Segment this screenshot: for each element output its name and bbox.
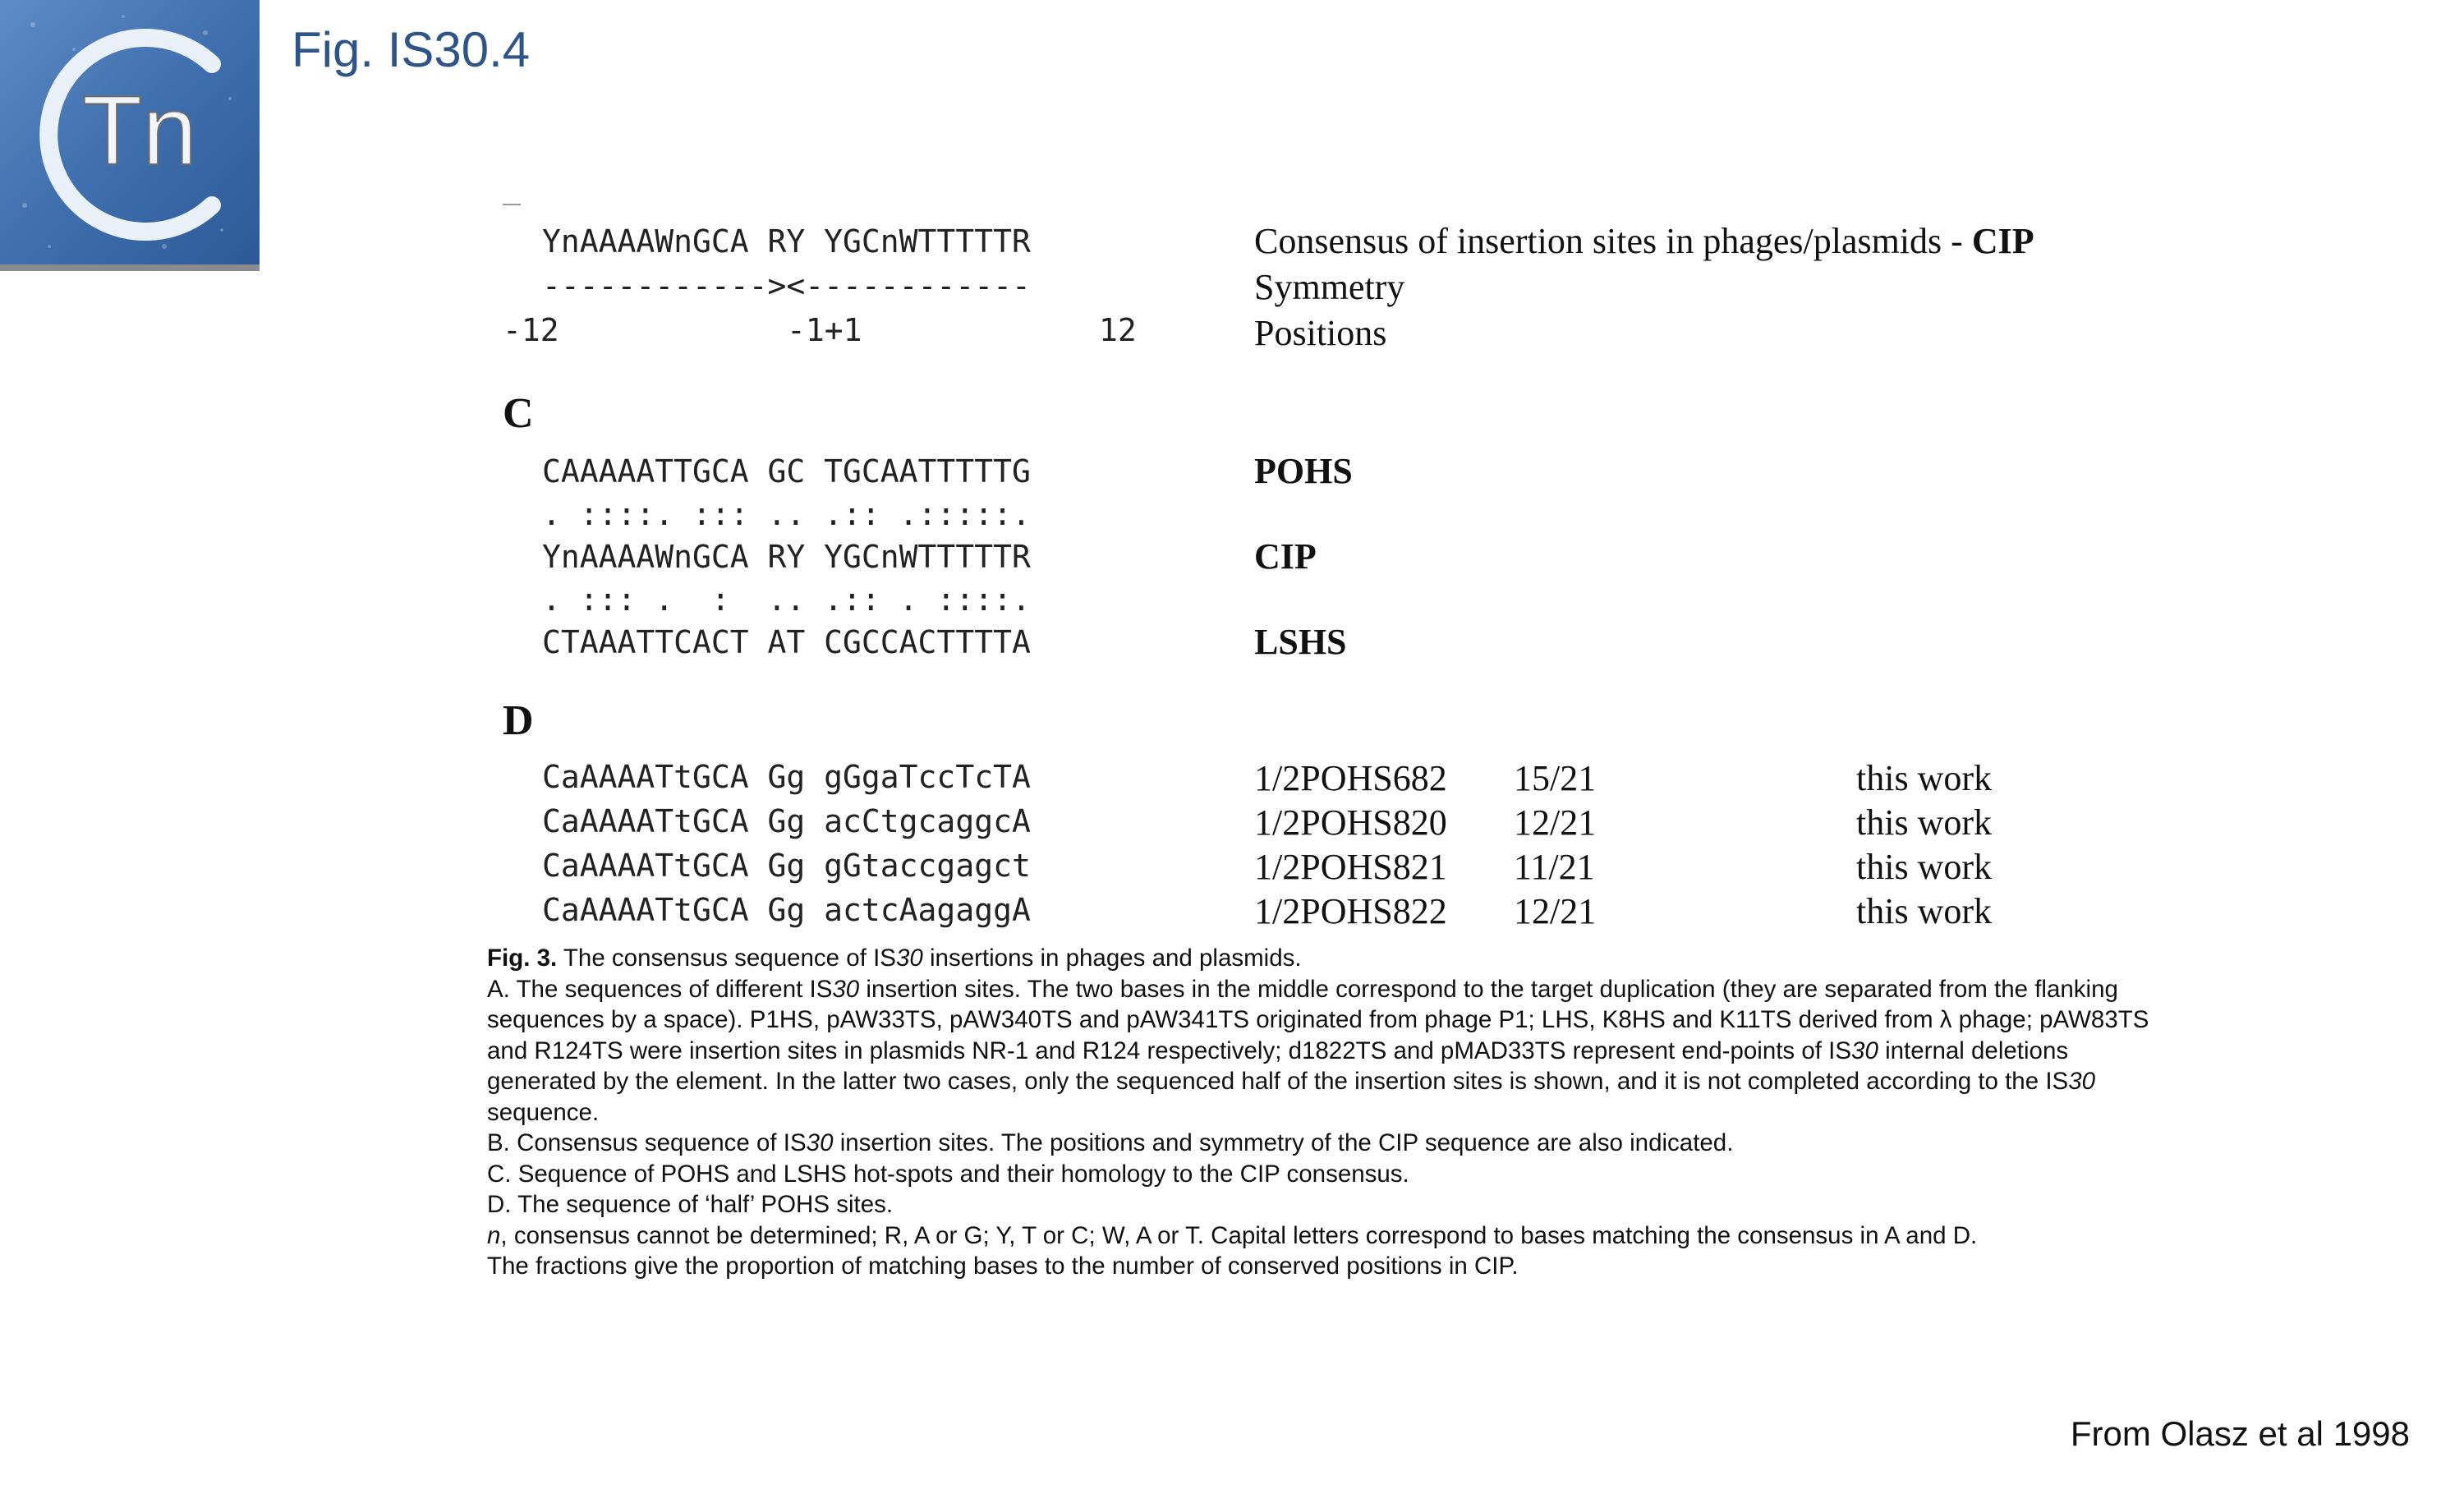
panel-letter-c: C (503, 390, 534, 437)
homology-row: . ::::. ::: .. .:: .:::::. (542, 496, 1031, 532)
half-site-ref: this work (1856, 847, 1992, 887)
half-site-fraction: 12/21 (1514, 891, 1597, 931)
position-left: -12 (503, 312, 559, 348)
half-site-seq: CaAAAATtGCA Gg actcAagaggA (542, 892, 1031, 928)
slide-title: Fig. IS30.4 (292, 22, 531, 77)
caption-part-a: A. The sequences of different IS30 insertion sites. The two bases in the middle correspond to the target duplication (they are separated from the flanking sequences by a space). P1HS, pAW33TS, pAW340TS and pAW341TS originated from phage P1; LHS, K8HS and K11TS derived from λ phage; pAW83TS and R124TS were insertion sites in plasmids NR-1 and R124 respectively; d1822TS and pMAD33TS represent end-points of IS30 internal deletions generated by the element. In the latter two cases, only the sequenced half of the insertion sites is shown, and it is not completed according to the IS30 sequence. (487, 975, 2149, 1126)
half-site-name: 1/2POHS682 (1254, 758, 1447, 798)
symmetry-line: ------------><------------ (542, 268, 1031, 304)
stray-mark (503, 204, 521, 205)
caption-fractions: The fractions give the proportion of matching bases to the number of conserved positions in CIP. (487, 1252, 1519, 1280)
logo-text: Tn (82, 76, 198, 186)
seq-row: CTAAATTCACT AT CGCCACTTTTA (542, 624, 1031, 660)
source-credit: From Olasz et al 1998 (2070, 1414, 2410, 1453)
panel-letter-d: D (503, 697, 534, 744)
label-lshs: LSHS (1254, 622, 1347, 662)
half-site-name: 1/2POHS821 (1254, 847, 1447, 887)
caption-part-b: B. Consensus sequence of IS30 insertion sites. The positions and symmetry of the CIP sequence are also indicated. (487, 1129, 1734, 1156)
position-right: 12 (1099, 312, 1137, 348)
label-symmetry: Symmetry (1254, 267, 1405, 307)
seq-row: CAAAAATTGCA GC TGCAATTTTTG (542, 453, 1031, 490)
position-mid: -1+1 (787, 312, 862, 348)
half-site-name: 1/2POHS820 (1254, 802, 1447, 843)
label-cip: CIP (1254, 536, 1317, 577)
caption-part-d: D. The sequence of ‘half’ POHS sites. (487, 1191, 894, 1218)
half-site-fraction: 11/21 (1514, 847, 1595, 887)
label-pohs: POHS (1254, 451, 1353, 491)
caption-legend: n, consensus cannot be determined; R, A or G; Y, T or C; W, A or T. Capital letters correspond to bases matching the consensus in A and D. (487, 1221, 1978, 1249)
consensus-sequence: YnAAAAWnGCA RY YGCnWTTTTTR (542, 223, 1031, 260)
ctn-logo (0, 0, 260, 271)
half-site-ref: this work (1856, 758, 1992, 798)
figure-caption (487, 943, 2179, 1282)
seq-row: YnAAAAWnGCA RY YGCnWTTTTTR (542, 539, 1031, 575)
caption-line-title: Fig. 3. The consensus sequence of IS30 insertions in phages and plasmids. (487, 945, 1302, 972)
half-site-name: 1/2POHS822 (1254, 891, 1447, 931)
half-site-ref: this work (1856, 802, 1992, 843)
half-site-seq: CaAAAATtGCA Gg gGtaccgagct (542, 848, 1031, 884)
half-site-fraction: 12/21 (1514, 802, 1597, 843)
half-site-seq: CaAAAATtGCA Gg acCtgcaggcA (542, 803, 1031, 839)
half-site-seq: CaAAAATtGCA Gg gGgaTccTcTA (542, 759, 1031, 795)
label-positions: Positions (1254, 313, 1387, 353)
half-site-fraction: 15/21 (1514, 758, 1597, 798)
caption-part-c: C. Sequence of POHS and LSHS hot-spots and their homology to the CIP consensus. (487, 1160, 1409, 1188)
label-consensus: Consensus of insertion sites in phages/plasmids - CIP (1254, 221, 2034, 261)
half-site-ref: this work (1856, 891, 1992, 931)
homology-row: . ::: . : .. .:: . ::::. (542, 581, 1031, 618)
